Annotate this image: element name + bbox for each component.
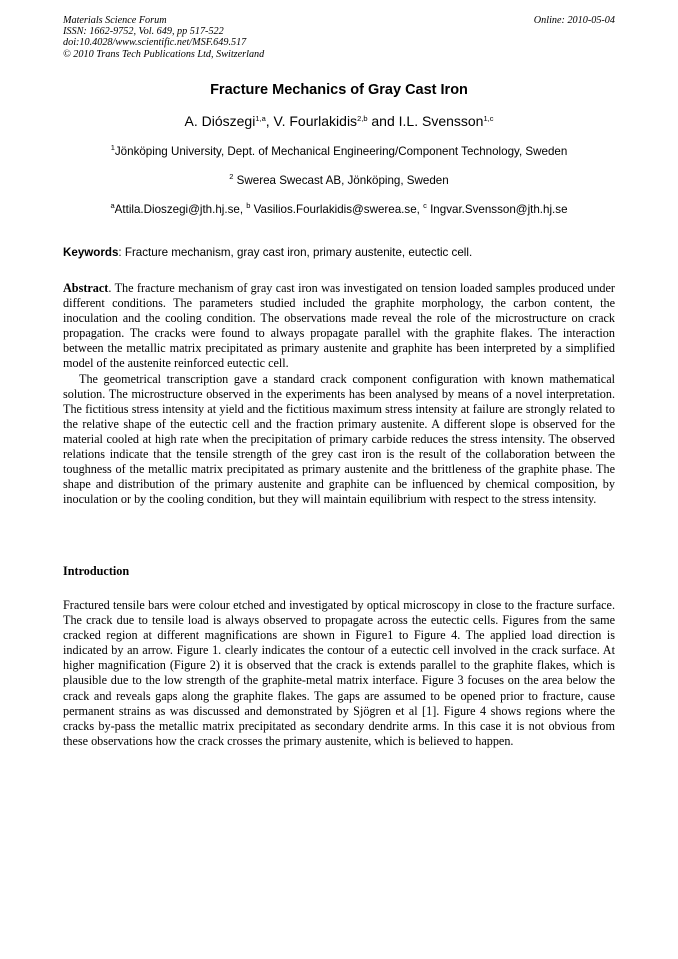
affiliation-text: Jönköping University, Dept. of Mechanical Engineering/Component Technology, Sweden [114,145,568,158]
affiliation-sup: 1 [110,143,115,152]
journal-name: Materials Science Forum [63,15,167,26]
email-address[interactable]: Attila.Dioszegi@jth.hj.se, [114,203,247,216]
abstract-paragraph-2: The geometrical transcription gave a standard crack component configuration with known mathematical solution. The microstructure observed in the experiments has been analysed by means of a novel interpretation. The fictitious stress intensity at yield and the fictitious maximum stress intensity at failure are strongly related to the relative shape of the eutectic cell and the fraction primary austenite. A different slope is observed for the material cooled at high rate when the precipitation of primary carbide reduces the stress intensity. The observed relations indicate that the tensile strength of the grey cast iron is the result of the collaboration between the toughness of the metallic matrix precipitated as primary austenite and the brittleness of the graphite phase. The shape and distribution of the primary austenite and graphite can be influenced by chemical composition, by inoculation or by the cooling condition, but they will maintain equilibrium with respect to the stress intensity. [63,371,615,507]
email-sup: c [423,201,427,210]
author-name: I.L. Svensson [398,113,484,129]
abstract-section [63,281,615,507]
author-name: V. Fourlakidis [273,113,358,129]
keywords [63,246,615,259]
author-separator: , [265,113,274,129]
keywords-label: Keywords [63,246,119,259]
email-sup: a [110,201,115,210]
author-name: A. Diószegi [184,113,256,129]
affiliation-2 [63,174,615,187]
affiliation-sup: 2 [229,172,234,181]
abstract-paragraph-1 [63,281,615,372]
author-separator: and [367,113,399,129]
journal-issn: ISSN: 1662-9752, Vol. 649, pp 517-522 [63,26,224,38]
email-sup: b [246,201,251,210]
email-address[interactable]: Ingvar.Svensson@jth.hj.se [430,203,568,216]
section-heading-introduction: Introduction [63,564,130,578]
journal-doi: doi:10.4028/www.scientific.net/MSF.649.517 [63,37,247,49]
keywords-text: : Fracture mechanism, gray cast iron, primary austenite, eutectic cell. [118,246,473,259]
author-sup: 1,c [483,114,494,123]
introduction-paragraph: Fractured tensile bars were colour etched and investigated by optical microscopy in close to the fracture surface. The crack due to tensile load is always observed to propagate across the eutectic cells. Figures from the same cracked region at different magnifications are shown in Figure1 to Figure 4. The applied load direction is indicated by an arrow. Figure 1. clearly indicates the contour of a eutectic cell involved in the crack surface. At higher magnification (Figure 2) it is observed that the crack is extends parallel to the graphite flakes, which is plausible due to the low strength of the graphite-metal matrix interface. Figure 3 focuses on the area below the crack and reveals gaps along the graphite flakes. The gaps are assumed to be opened prior to fracture, cause permanent strains as was discussed and demonstrated by Sjögren et al [1]. Figure 4 shows regions where the cracks by-pass the metallic matrix precipitated as secondary dendrite arms. In this case it is not obvious from these observations how the crack crosses the primary austenite, which is believed to happen. [63,598,615,748]
abstract-text: . The fracture mechanism of gray cast iron was investigated on tension loaded samples produced under different conditions. The parameters studied included the graphite morphology, the carbon content, the inoculation and the cooling condition. The observations made reveal the role of the microstructure on crack propagation. The cracks were found to always propagate parallel with the graphite flakes. The interaction between the metallic matrix precipitated as primary austenite and graphite has been interpreted by a simplified model of the austenite reinforced eutectic cell. [63,281,615,371]
affiliation-1 [63,145,615,158]
author-sup: 1,a [255,114,266,123]
online-date: Online: 2010-05-04 [533,15,615,26]
introduction-section [63,598,615,749]
author-list [63,113,615,129]
journal-copyright: © 2010 Trans Tech Publications Ltd, Switzerland [63,48,265,60]
paper-title: Fracture Mechanics of Gray Cast Iron [210,82,468,98]
email-address[interactable]: Vasilios.Fourlakidis@swerea.se, [253,203,424,216]
email-line [63,203,615,216]
affiliation-text: Swerea Swecast AB, Jönköping, Sweden [236,174,449,187]
journal-header [63,15,615,60]
author-sup: 2,b [357,114,368,123]
abstract-label: Abstract [63,281,109,295]
